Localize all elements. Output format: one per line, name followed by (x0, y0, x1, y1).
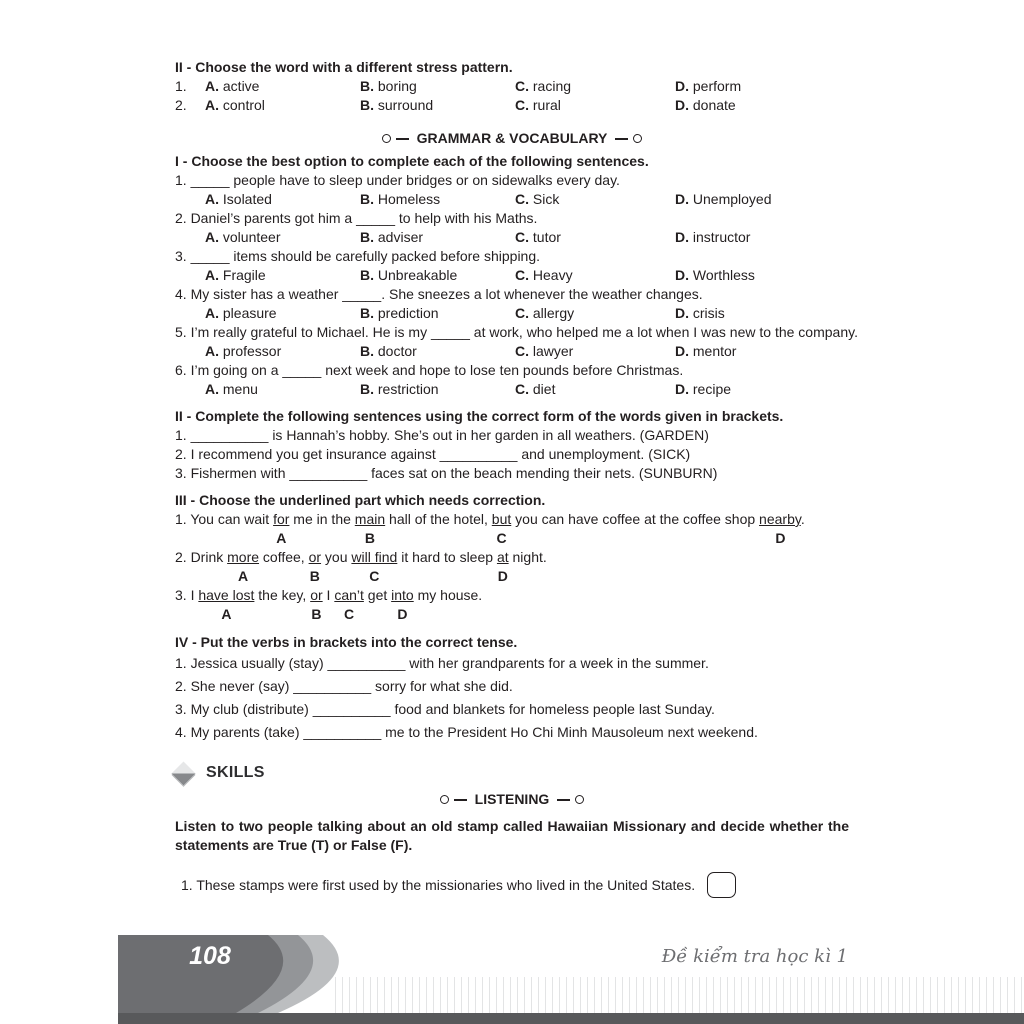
circle-icon (575, 795, 584, 804)
listening-instruction: Listen to two people talking about an old stamp called Hawaiian Missionary and decide whether the statements are True (T) or False (F). (175, 818, 849, 853)
page-content (175, 58, 858, 898)
question-number: 2. (175, 97, 187, 113)
correction-letter-row (175, 529, 849, 548)
option-letter: A. (205, 229, 219, 245)
section-title-word-form: II - Complete the following sentences using the correct form of the words given in brackets. (175, 408, 784, 424)
verb-line: 1. Jessica usually (stay) __________ with her grandparents for a week in the summer. (175, 655, 709, 671)
option-letter: D. (675, 229, 689, 245)
correction-sentence: 2. Drink more coffee, or you will find it hard to sleep at night. (175, 549, 547, 565)
option-letter: A. (205, 267, 219, 283)
option-letter: C. (515, 267, 529, 283)
option-letter: A. (205, 343, 219, 359)
correction-sentence: 3. I have lost the key, or I can’t get into my house. (175, 587, 483, 603)
dash-line-icon (557, 799, 570, 801)
question-line: 2. Daniel’s parents got him a _____ to help with his Maths. (175, 210, 538, 226)
option-text: Unbreakable (377, 267, 458, 283)
header-label: GRAMMAR & VOCABULARY (416, 130, 608, 146)
option (205, 228, 360, 247)
circle-icon (382, 134, 391, 143)
option (675, 96, 849, 115)
bottom-bar (118, 1013, 1024, 1024)
option-text: adviser (377, 229, 424, 245)
options-row (175, 190, 849, 209)
section-title-verbs: IV - Put the verbs in brackets into the correct tense. (175, 634, 518, 650)
question-line: 4. My sister has a weather _____. She sneezes a lot whenever the weather changes. (175, 286, 703, 302)
option (360, 304, 515, 323)
option (360, 77, 515, 96)
option (360, 266, 515, 285)
dash-line-icon (396, 138, 409, 140)
option-text: Homeless (377, 191, 441, 207)
option-text: control (222, 97, 265, 113)
correction-letter-row (175, 567, 849, 586)
option-letter: C. (515, 343, 529, 359)
verb-line: 3. My club (distribute) __________ food and blankets for homeless people last Sunday. (175, 701, 715, 717)
circle-icon (633, 134, 642, 143)
option (515, 77, 675, 96)
answer-letter: D (775, 530, 786, 546)
answer-letter: A (276, 530, 287, 546)
option-letter: B. (360, 305, 374, 321)
options-row (175, 266, 849, 285)
option (515, 266, 675, 285)
option-text: Isolated (222, 191, 272, 207)
option (205, 380, 360, 399)
listening-header (175, 790, 849, 809)
option-letter: C. (515, 78, 529, 94)
option-text: racing (532, 78, 572, 94)
option (360, 342, 515, 361)
option-text: perform (692, 78, 742, 94)
option-letter: C. (515, 97, 529, 113)
option (205, 304, 360, 323)
option-text: instructor (692, 229, 751, 245)
option-text: crisis (692, 305, 725, 321)
option (205, 190, 360, 209)
word-form-line: 2. I recommend you get insurance against __________ and unemployment. (SICK) (175, 446, 691, 462)
option (675, 342, 849, 361)
option (675, 304, 849, 323)
option-letter: B. (360, 229, 374, 245)
option (675, 266, 849, 285)
option-text: rural (532, 97, 561, 113)
option-letter: C. (515, 229, 529, 245)
option-text: Sick (532, 191, 560, 207)
option-letter: A. (205, 97, 219, 113)
book-title: Đề kiểm tra học kì 1 (661, 946, 848, 967)
answer-letter: C (344, 606, 355, 622)
option-letter: D. (675, 78, 689, 94)
option-letter: D. (675, 305, 689, 321)
option (515, 228, 675, 247)
word-form-line: 1. __________ is Hannah’s hobby. She’s out in her garden in all weathers. (GARDEN) (175, 427, 709, 443)
option-text: menu (222, 381, 258, 397)
option-text: Heavy (532, 267, 573, 283)
correction-letter-row (175, 605, 849, 624)
option (205, 266, 360, 285)
listening-statement (175, 872, 849, 898)
option (515, 96, 675, 115)
option (360, 228, 515, 247)
question-line: 3. _____ items should be carefully packed before shipping. (175, 248, 541, 264)
section-title-stress: II - Choose the word with a different stress pattern. (175, 59, 513, 75)
option-letter: B. (360, 78, 374, 94)
options-row (175, 304, 849, 323)
option (205, 96, 360, 115)
skills-heading (175, 764, 849, 782)
option-text: mentor (692, 343, 737, 359)
section-title-mcq: I - Choose the best option to complete each of the following sentences. (175, 153, 649, 169)
option-text: active (222, 78, 260, 94)
verb-line: 2. She never (say) __________ sorry for what she did. (175, 678, 513, 694)
option-text: doctor (377, 343, 417, 359)
option-text: boring (377, 78, 417, 94)
header-label: LISTENING (474, 791, 550, 807)
option (205, 342, 360, 361)
option-letter: D. (675, 191, 689, 207)
options-row (175, 380, 849, 399)
statement-text: 1. These stamps were first used by the missionaries who lived in the United States. (181, 876, 696, 893)
diamond-icon (171, 761, 195, 785)
option (360, 190, 515, 209)
skills-label: SKILLS (206, 764, 265, 781)
answer-letter: D (497, 568, 508, 584)
answer-letter: C (496, 530, 507, 546)
option-text: restriction (377, 381, 439, 397)
option (515, 304, 675, 323)
option (515, 342, 675, 361)
answer-box (707, 872, 736, 898)
answer-letter: A (238, 568, 249, 584)
option-letter: B. (360, 267, 374, 283)
option-text: volunteer (222, 229, 281, 245)
option-letter: A. (205, 305, 219, 321)
answer-letter: B (364, 530, 376, 546)
option-letter: D. (675, 267, 689, 283)
option (360, 96, 515, 115)
word-form-line: 3. Fishermen with __________ faces sat on the beach mending their nets. (SUNBURN) (175, 465, 718, 481)
section-title-correction: III - Choose the underlined part which needs correction. (175, 492, 546, 508)
option (675, 190, 849, 209)
option-letter: B. (360, 343, 374, 359)
option-letter: A. (205, 78, 219, 94)
option-text: prediction (377, 305, 439, 321)
verb-line: 4. My parents (take) __________ me to the President Ho Chi Minh Mausoleum next weekend. (175, 724, 758, 740)
option-text: recipe (692, 381, 732, 397)
options-row (175, 228, 849, 247)
option-text: Worthless (692, 267, 755, 283)
option-text: donate (692, 97, 736, 113)
option-letter: C. (515, 191, 529, 207)
correction-sentence: 1. You can wait for me in the main hall of the hotel, but you can have coffee at the coffee shop nearby. (175, 511, 805, 527)
option-text: tutor (532, 229, 561, 245)
dash-line-icon (454, 799, 467, 801)
option-letter: B. (360, 191, 374, 207)
answer-letter: A (221, 606, 232, 622)
question-line: 5. I’m really grateful to Michael. He is my _____ at work, who helped me a lot when I was new to the company. (175, 324, 858, 340)
option (675, 77, 849, 96)
option-letter: D. (675, 97, 689, 113)
circle-icon (440, 795, 449, 804)
option-letter: C. (515, 381, 529, 397)
option-letter: D. (675, 343, 689, 359)
stress-row (175, 96, 849, 115)
options-row (175, 342, 849, 361)
option (515, 190, 675, 209)
question-line: 1. _____ people have to sleep under bridges or on sidewalks every day. (175, 172, 620, 188)
stress-row (175, 77, 849, 96)
option-letter: A. (205, 191, 219, 207)
dash-line-icon (615, 138, 628, 140)
answer-letter: D (397, 606, 408, 622)
option-text: allergy (532, 305, 575, 321)
option-text: Fragile (222, 267, 266, 283)
option-letter: B. (360, 97, 374, 113)
option-text: lawyer (532, 343, 574, 359)
option (515, 380, 675, 399)
question-line: 6. I’m going on a _____ next week and hope to lose ten pounds before Christmas. (175, 362, 684, 378)
option-text: diet (532, 381, 556, 397)
option-letter: D. (675, 381, 689, 397)
question-number: 1. (175, 78, 187, 94)
option (205, 77, 360, 96)
option-text: pleasure (222, 305, 277, 321)
answer-letter: B (309, 568, 320, 584)
option-text: Unemployed (692, 191, 772, 207)
grammar-vocabulary-header (175, 129, 849, 148)
answer-letter: B (311, 606, 322, 622)
option-text: surround (377, 97, 434, 113)
option (360, 380, 515, 399)
answer-letter: C (369, 568, 380, 584)
footer-ticks (335, 977, 1024, 1013)
option (675, 380, 849, 399)
option-letter: B. (360, 381, 374, 397)
option-letter: A. (205, 381, 219, 397)
option (675, 228, 849, 247)
page-number: 108 (189, 942, 231, 970)
option-text: professor (222, 343, 282, 359)
option-letter: C. (515, 305, 529, 321)
